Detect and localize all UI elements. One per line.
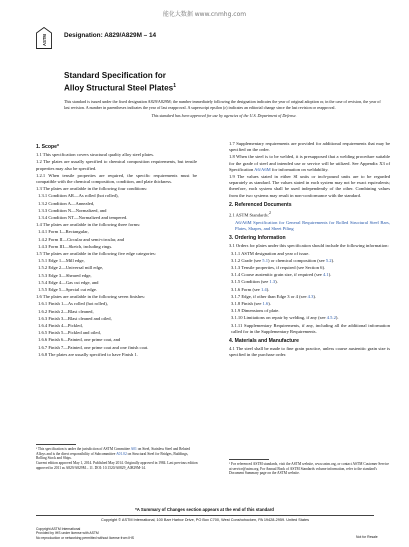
left-footnote — [36, 447, 198, 471]
para-3-1-7-text-b: ). — [313, 293, 317, 299]
para-1-8-text-a: 1.8 When the steel is to be welded, it is presupposed that a welding procedure suitable for the grade of steel and intended use or service will be utilized. See Appendix X3 of Specification — [229, 154, 390, 172]
para-1-2: 1.2 The plates are usually specified to chemical composition requirements, but tensile properties may also be specified. — [36, 159, 197, 171]
right-footnote-rule — [229, 459, 269, 460]
para-3-1-9: 3.1.9 Dimensions of plate. — [231, 308, 280, 314]
para-3-1-2-text-a: 3.1.2 Grade (see — [231, 257, 263, 263]
section-5-1-link[interactable]: 5.1 — [262, 257, 269, 263]
license-line-1: Copyright ASTM International — [36, 527, 81, 531]
para-1-4-1: 1.4.1 Form I—Rectangular, — [38, 229, 89, 235]
section-1-3-link[interactable]: 1.3 — [269, 279, 276, 285]
committee-a01-link[interactable]: A01 — [130, 447, 137, 451]
para-1-7: 1.7 Supplementary requirements are provided for additional requirements that may be specified on the order. — [229, 141, 390, 153]
reference-a6-title[interactable]: Specification for General Requirements for Rolled Structural Steel Bars, Plates, Shapes, and Sheet Piling — [235, 219, 390, 231]
para-1-6-3: 1.6.3 Finish 3—Blast cleaned and oiled, — [38, 315, 112, 321]
para-3-1-5-text-a: 3.1.5 Condition (see — [231, 279, 270, 285]
para-1-6: 1.6 The plates are available in the following seven finishes: — [36, 294, 146, 300]
referenced-documents-heading: 2. Referenced Documents — [229, 201, 292, 208]
right-column — [229, 141, 390, 360]
para-3-1-8-text-b: ). — [268, 301, 271, 306]
para-1-6-4: 1.6.4 Finish 4—Pickled, — [38, 323, 83, 329]
para-2-1 — [229, 210, 390, 219]
para-3-1-7 — [229, 294, 390, 300]
para-3-1-2 — [229, 258, 390, 264]
para-1-2-1: 1.2.1 When tensile properties are required, the specific requirements must be compatible with the chemical composition, condition, and plate thickness. — [36, 172, 197, 185]
para-3-1-2-text-b: ) or chemical composition (see — [268, 257, 326, 263]
para-3-1-8-text-a: 3.1.8 Finish (see — [231, 301, 263, 306]
para-1-6-7: 1.6.7 Finish 7—Painted, one prime coat and one finish coat. — [38, 344, 149, 350]
para-3-1-8 — [229, 301, 390, 307]
para-3-1-6 — [229, 287, 390, 293]
para-3-1-10 — [229, 315, 390, 321]
para-1-1: 1.1 This specification covers structural quality alloy steel plates. — [36, 152, 155, 158]
para-2-1-text: 2.1 ASTM Standards: — [229, 212, 269, 218]
para-3-1-6-text-b: ). — [266, 286, 270, 292]
footnote-1-jurisdiction — [36, 447, 198, 461]
footnote-1-text-b: on Steel, Stainless Steel and Related Alloys and is the direct responsibility of Subcommittee — [36, 447, 191, 456]
para-3-1-10-text-a: 3.1.10 Limitations on repair by welding, if any (see — [231, 315, 327, 321]
preamble — [64, 99, 384, 119]
para-1-6-6: 1.6.6 Finish 6—Painted, one prime coat, and — [38, 337, 121, 343]
para-1-5-1: 1.5.1 Edge 1—Mill edge, — [38, 258, 85, 264]
astm-logo-icon — [36, 27, 52, 49]
title-footnote-mark: 1 — [173, 83, 176, 89]
issue-notice: This standard is issued under the fixed designation A829/A829M; the number immediately following the designation indicates the year of original adoption or, in the case of revision, the year of last revision. A number in parentheses indicates the year of last reapproval. A superscript epsilon (ε) indicates an editorial change since the last revision or reapproval. — [64, 99, 381, 110]
right-footnote — [229, 462, 391, 476]
section-4-1-link[interactable]: 4.1 — [322, 272, 329, 278]
para-3-1-4-text-b: ). — [328, 272, 332, 278]
para-1-8-text-b: for information on weldability. — [270, 166, 329, 172]
a6-a6m-link[interactable]: A6/A6M — [254, 166, 271, 172]
para-3-1-5 — [229, 279, 390, 285]
para-1-6-2: 1.6.2 Finish 2—Blast cleaned, — [38, 308, 94, 314]
reference-a6-entry — [229, 220, 390, 232]
para-1-8 — [229, 154, 390, 173]
copyright-line: Copyright © ASTM International, 100 Barr Harbor Drive, PO Box C700, West Conshohocken, PA 19428-2959. United States — [100, 518, 309, 522]
para-1-3-2: 1.3.2 Condition A—Annealed, — [38, 200, 95, 206]
para-1-5-3: 1.5.3 Edge 3—Sheared edge, — [38, 272, 92, 278]
para-1-9: 1.9 The values stated in either SI units or inch-pound units are to be regarded separately as standard. The values stated in each system may not be exact equivalents; therefore, each system shall be used independently of the other. Combining values from the two systems may result in non-conformance with the standard. — [229, 174, 390, 198]
para-1-3: 1.3 The plates are available in the following four conditions: — [36, 186, 148, 192]
para-3-1-6-text-a: 3.1.6 Form (see — [231, 286, 261, 292]
para-1-3-1: 1.3.1 Condition AR—As rolled (hot rolled), — [38, 193, 119, 199]
license-line-2: Provided by IHS under license with ASTM — [36, 531, 99, 536]
para-1-5: 1.5 The plates are available in the following five edge categories: — [36, 251, 156, 257]
left-column — [36, 141, 197, 359]
para-1-3-4: 1.3.4 Condition NT—Normalized and tempered. — [38, 215, 128, 221]
para-3-1-3: 3.1.3 Tensile properties, if required (see Section 6). — [231, 264, 326, 270]
para-1-4-2: 1.4.2 Form II—Circular and semi-circular, and — [38, 236, 125, 242]
para-2-1-footnote-mark: 2 — [268, 211, 271, 216]
para-1-5-5: 1.5.5 Edge 5—Special cut edge. — [38, 287, 98, 293]
para-1-6-8: 1.6.8 The plates are usually specified to have Finish 1. — [38, 351, 138, 357]
title-line-1: Standard Specification for — [64, 71, 166, 80]
para-1-4-3: 1.4.3 Form III—Sketch, including rings. — [38, 243, 113, 249]
section-5-2-link[interactable]: 5.2 — [325, 257, 332, 263]
para-3-1-1: 3.1.1 ASTM designation and year of issue. — [231, 250, 310, 256]
para-4-1: 4.1 The steel shall be made to fine grain practice, unless coarse austenitic grain size is specified in the purchase order. — [229, 346, 390, 358]
para-1-5-4: 1.5.4 Edge 4—Gas cut edge, and — [38, 279, 99, 285]
watermark: 能化大数据 www.cnmhg.com — [162, 11, 247, 18]
bottom-rule — [36, 515, 374, 516]
para-3-1-4 — [229, 272, 390, 278]
para-1-5-2: 1.5.2 Edge 2—Universal mill edge, — [38, 265, 104, 271]
dod-notice: This standard has been approved for use by agencies of the U.S. Department of Defense. — [151, 113, 297, 118]
left-footnote-rule — [36, 444, 76, 445]
footnote-1-edition: Current edition approved May 1, 2014. Published May 2014. Originally approved in 1984. Last previous edition approved in 2011 as A829/A829M – 11. DOI: 10.1520/A0829_A0829M-14. — [36, 461, 198, 470]
subcommittee-a01-02-link[interactable]: A01.02 — [116, 451, 127, 456]
para-1-6-5: 1.6.5 Finish 5—Pickled and oiled, — [38, 330, 101, 336]
para-3-1-2-text-c: ). — [331, 257, 335, 263]
ordering-information-heading: 3. Ordering Information — [229, 235, 286, 242]
section-1-4-link[interactable]: 1.4 — [260, 286, 267, 292]
footnote-1-text-c: on Structural Steel for Bridges, Buildings, Rolling Stock and Ships. — [36, 451, 189, 461]
para-3-1-7-text-a: 3.1.7 Edge, if other than Edge 3 or 4 (see — [231, 293, 308, 299]
title-line-2-text: Alloy Structural Steel Plates — [64, 83, 174, 93]
page-title — [64, 71, 176, 94]
para-1-6-1: 1.6.1 Finish 1—As rolled (hot rolled), — [38, 301, 108, 307]
not-for-resale-mark: Not for Resale — [356, 535, 378, 539]
materials-heading: 4. Materials and Manufacture — [229, 338, 299, 345]
svg-text:ASTM: ASTM — [42, 34, 47, 46]
section-4-5-2-link[interactable]: 4.5.2 — [326, 315, 336, 321]
section-1-6-link[interactable]: 1.6 — [262, 301, 269, 306]
section-4-3-link[interactable]: 4.3 — [307, 293, 314, 299]
title-line-2 — [64, 81, 176, 94]
license-block — [36, 527, 336, 540]
license-line-3: No reproduction or networking permitted without license from IHS — [36, 535, 134, 540]
footnote-1-text-a: ¹ This specification is under the jurisdiction of ASTM Committee — [36, 447, 131, 451]
footnote-2-text: ² For referenced ASTM standards, visit the ASTM website, www.astm.org, or contact ASTM Customer Service at service@astm.org. For Annual Book of ASTM Standards volume information, refer to the standard's Document Summary page on the ASTM website. — [229, 462, 389, 476]
para-1-3-3: 1.3.3 Condition N—Normalized, and — [38, 207, 107, 213]
para-3-1: 3.1 Orders for plates under this specification should include the following information: — [229, 243, 389, 249]
scope-heading: 1. Scope* — [36, 144, 59, 150]
reference-a6-link[interactable]: A6/A6M — [235, 219, 252, 225]
designation: Designation: A829/A829M – 14 — [64, 32, 157, 39]
summary-of-changes-note: *A Summary of Changes section appears at the end of this standard — [135, 507, 274, 512]
para-1-4: 1.4 The plates are available in the following three forms: — [36, 222, 141, 228]
para-3-1-5-text-b: ). — [275, 279, 278, 285]
para-3-1-4-text-a: 3.1.4 Coarse austenitic grain size, if required (see — [231, 272, 323, 278]
para-3-1-11: 3.1.11 Supplementary Requirements, if any, including all the additional information called for in the Supplementary Requirements. — [231, 322, 390, 334]
para-3-1-10-text-b: ). — [335, 315, 339, 321]
